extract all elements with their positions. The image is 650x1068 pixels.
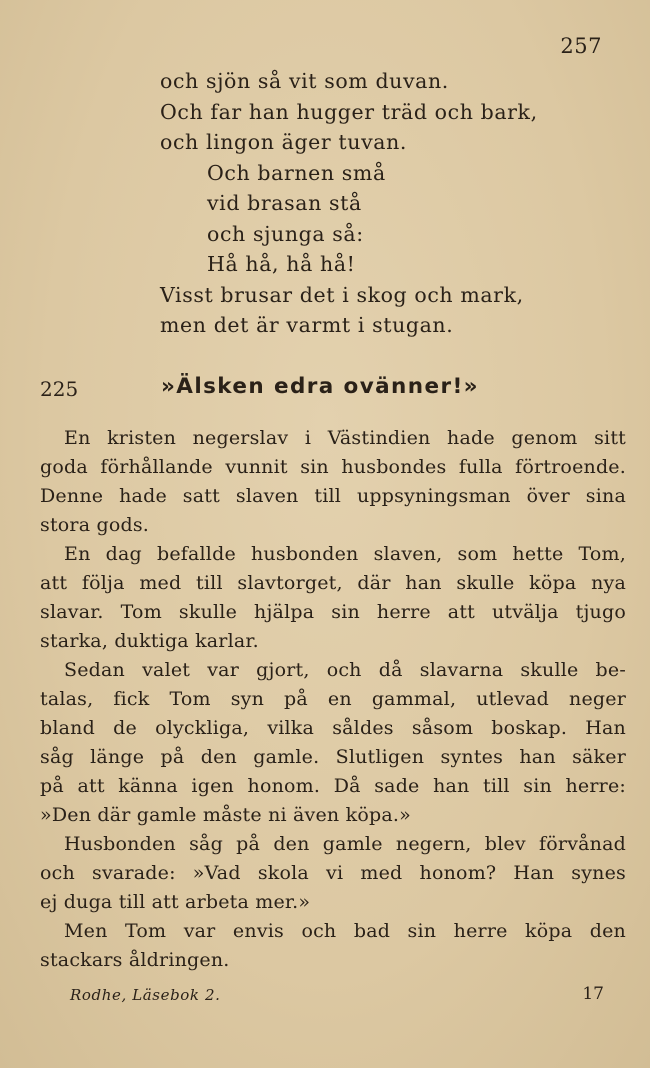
- footer-book-title: Rodhe, Läsebok 2.: [70, 986, 221, 1004]
- section-title: »Älsken edra ovänner!»: [161, 374, 479, 399]
- text-line: Sedan valet var gjort, och då slavarna skulle be-: [64, 659, 626, 681]
- poem-line: och sjunga så:: [207, 221, 364, 246]
- text-line: En kristen negerslav i Västindien hade genom sitt: [64, 427, 626, 449]
- poem-stanza: [160, 66, 600, 341]
- text-line: slavar. Tom skulle hjälpa sin herre att utvälja tjugo: [40, 601, 626, 623]
- poem-line: och lingon äger tuvan.: [160, 130, 407, 154]
- text-line: såg länge på den gamle. Slutligen syntes han säker: [40, 746, 626, 768]
- poem-line: vid brasan stå: [207, 191, 362, 215]
- text-line: att följa med till slavtorget, där han skulle köpa nya: [40, 572, 626, 594]
- poem-line: och sjön så vit som duvan.: [160, 69, 449, 93]
- text-line: stackars åldringen.: [40, 949, 230, 971]
- text-line: bland de olyckliga, vilka såldes såsom boskap. Han: [40, 717, 626, 739]
- text-line: starka, duktiga karlar.: [40, 630, 259, 652]
- poem-line: Och far han hugger träd och bark,: [160, 99, 538, 124]
- text-line: ej duga till att arbeta mer.»: [40, 891, 311, 913]
- text-line: Denne hade satt slaven till uppsyningsman över sina: [40, 485, 626, 507]
- text-line: på att känna igen honom. Då sade han till sin herre:: [40, 775, 626, 797]
- poem-line: Hå hå, hå hå!: [207, 252, 356, 276]
- text-line: och svarade: »Vad skola vi med honom? Han synes: [40, 862, 626, 884]
- section-number: 225: [40, 377, 79, 401]
- page-number: 257: [560, 34, 602, 58]
- poem-line: Visst brusar det i skog och mark,: [160, 282, 524, 307]
- poem-line: Och barnen små: [207, 160, 386, 185]
- text-line: Husbonden såg på den gamle negern, blev förvånad: [64, 833, 626, 855]
- text-line: En dag befallde husbonden slaven, som hette Tom,: [64, 543, 626, 565]
- story-text: [40, 424, 626, 975]
- text-line: goda förhållande vunnit sin husbondes fulla förtroende.: [40, 456, 626, 478]
- text-line: Men Tom var envis och bad sin herre köpa den: [64, 920, 626, 942]
- text-line: talas, fick Tom syn på en gammal, utlevad neger: [40, 688, 626, 710]
- footer-signature-number: 17: [582, 984, 604, 1004]
- poem-line: men det är varmt i stugan.: [160, 313, 454, 337]
- text-line: »Den där gamle måste ni även köpa.»: [40, 804, 411, 826]
- text-line: stora gods.: [40, 514, 150, 536]
